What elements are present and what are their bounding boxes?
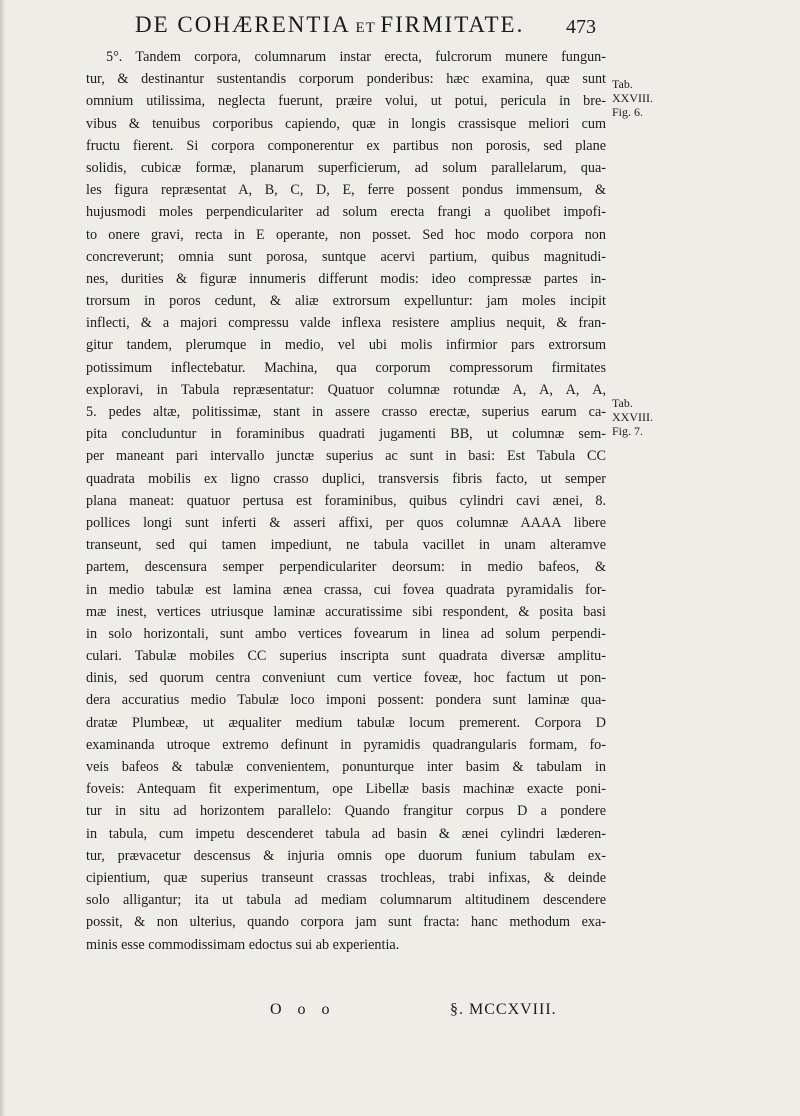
text-line: transeunt, sed qui tamen impediunt, ne tabula vacillet in unam alteramve <box>86 537 606 554</box>
text-line: pollices longi sunt inferti & asseri affixi, per quos columnæ AAAA libere <box>86 514 606 531</box>
text-line: solidis, cubicæ formæ, planarum superficierum, ad solum parallelarum, qua- <box>86 159 606 176</box>
text-line: per maneant pari intervallo junctæ superius ac sunt in basi: Est Tabula CC <box>86 448 606 465</box>
page-number: 473 <box>566 16 596 38</box>
text-line: to onere gravi, recta in E operante, non posset. Sed hoc modo corpora non <box>86 226 606 243</box>
margin-figure-2: Fig. 7. <box>612 424 644 438</box>
signature-mark: O o o <box>270 1001 336 1018</box>
title-connector: ET <box>350 20 381 36</box>
text-line: tur, & destinantur sustentandis corporum ponderibus: hæc examina, quæ sunt <box>86 71 606 88</box>
text-line: veis bafeos & tabulæ convenientem, ponunturque inter basim & tabulam in <box>86 759 606 775</box>
running-header <box>0 8 800 48</box>
text-line: tur in situ ad horizontem parallelo: Quando frangitur corpus D a pondere <box>86 803 606 820</box>
title-end: FIRMITATE. <box>380 12 525 37</box>
text-line: trorsum in poros cedunt, & aliæ extrorsum expelluntur: jam moles incipit <box>86 293 606 310</box>
text-line: quadrata mobilis ex ligno crasso duplici, transversis fibris facto, ut semper <box>86 470 606 487</box>
text-line: nes, durities & figuræ innumeris differunt modis: ideo compressæ partes in- <box>86 270 606 287</box>
text-line: omnium utilissima, neglecta fuerunt, præire volui, ut potui, pericula in bre- <box>86 93 606 110</box>
text-line: hujusmodi moles perpendiculariter ad solum erecta frangi a quolibet impofi- <box>86 204 606 221</box>
text-line: cipientium, quæ superius transeunt crassas trochleas, trabi infixas, & deinde <box>86 869 606 886</box>
text-line: minis esse commodissimam edoctus sui ab experientia. <box>86 936 400 953</box>
margin-figure-1: Fig. 6. <box>612 105 644 119</box>
text-line: in solo horizontali, sunt ambo vertices fovearum in linea ad solum perpendi- <box>86 625 606 642</box>
text-line: 5. pedes altæ, politissimæ, stant in assere crasso erectæ, superius earum ca- <box>86 404 606 420</box>
text-line: solo alligantur; ita ut tabula ad mediam columnarum altitudinem descendere <box>86 892 606 909</box>
text-line: gitur tandem, plerumque in medio, vel ubi molis infirmior pars extrorsum <box>86 337 606 354</box>
text-line: concreverunt; omnia sunt porosa, suntque acervi partium, quibus magnitudi- <box>86 248 606 265</box>
margin-tab-label-2: Tab. <box>612 396 633 410</box>
text-line: les figura repræsentat A, B, C, D, E, ferre possent pondus immensum, & <box>86 182 606 199</box>
text-line: dratæ Plumbeæ, ut æqualiter medium tabulæ locum premerent. Corpora D <box>86 714 606 731</box>
margin-tab-label-1: Tab. <box>612 77 633 91</box>
margin-tab-number-2: XXVIII. <box>612 410 653 424</box>
text-line: potissimum inflectebatur. Machina, qua corporum compressorum firmitates <box>86 359 606 376</box>
main-text-block <box>86 46 606 956</box>
text-line: culari. Tabulæ mobiles CC superius inscripta sunt quadrata diversæ amplitu- <box>86 648 606 665</box>
catchword: §. MCCXVIII. <box>450 1001 557 1018</box>
title-main: DE COHÆRENTIA <box>135 12 351 37</box>
text-line: examinanda utroque extremo definunt in pyramidis quadrangularis formam, fo- <box>86 736 606 753</box>
text-line: pita concluduntur in foraminibus quadrati jugamenti BB, ut columnæ sem- <box>86 426 606 443</box>
text-line: in tabula, cum impetu descenderet tabula ad basin & ænei cylindri læderen- <box>86 825 606 842</box>
text-line: exploravi, in Tabula repræsentatur: Quatuor columnæ rotundæ A, A, A, A, <box>86 381 606 398</box>
text-line: mæ inest, vertices utriusque laminæ accuratissime sibi respondent, & posita basi <box>86 603 606 620</box>
text-line: inflecti, & a majori compressu valde inflexa resistere amplius nequit, & fran- <box>86 315 606 332</box>
text-line: vibus & tenuibus corporibus capiendo, quæ in longis crassisque meliori cum <box>86 115 606 132</box>
page-footer <box>0 1001 800 1025</box>
text-line: possit, & non ulterius, quando corpora jam sunt fracta: hanc methodum exa- <box>86 914 606 931</box>
text-line: 5°. Tandem corpora, columnarum instar erecta, fulcrorum munere fungun- <box>106 49 606 65</box>
text-line: foveis: Antequam fit experimentum, ope Libellæ basis machinæ exacte poni- <box>86 781 606 798</box>
running-title <box>135 12 524 38</box>
text-line: dera accuratius medio Tabulæ loco imponi possent: pondera sunt laminæ qua- <box>86 692 606 709</box>
text-line: tur, prævacetur descensus & injuria omnis ope duorum funium tabulam ex- <box>86 847 606 864</box>
text-line: partem, descensura semper perpendiculariter deorsum: in medio bafeos, & <box>86 559 606 576</box>
page-gutter-shadow <box>0 0 6 1116</box>
text-line: fructu fierent. Si corpora componerentur ex partibus non porosis, sed plane <box>86 137 606 154</box>
text-line: dinis, sed quorum centra conveniunt cum vertice foveæ, hoc factum ut pon- <box>86 670 606 687</box>
margin-tab-number-1: XXVIII. <box>612 91 653 105</box>
text-line: plana maneat: quatuor pertusa est foraminibus, quibus cylindri cavi ænei, 8. <box>86 492 606 509</box>
text-line: in medio tabulæ est lamina ænea crassa, cui fovea quadrata pyramidalis for- <box>86 581 606 598</box>
